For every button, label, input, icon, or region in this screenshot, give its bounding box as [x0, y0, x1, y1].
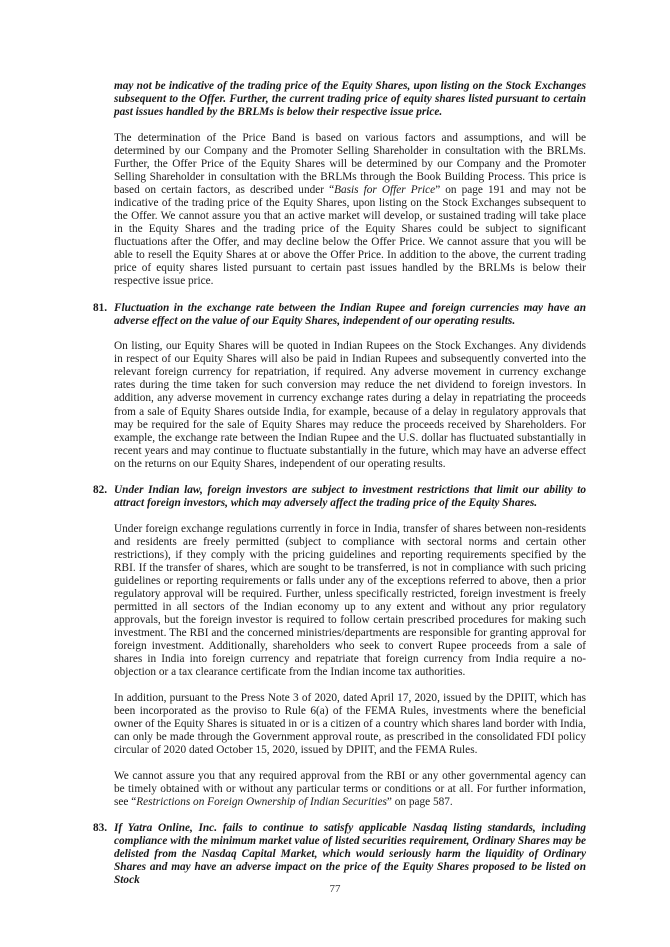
- body-paragraph: The determination of the Price Band is based on various factors and assumptions, and will be determined by our Company and the Promoter Selling Shareholder in consultation with the BRLMs. Further, the Offer Price of the Equity Shares will be determined by our Company and the Promoter Selling Shareholder in consultation with the BRLMs through the Book Building Process. This price is based on certain factors, as described under “Basis for Offer Price” on page 191 and may not be indicative of the trading price of the Equity Shares, upon listing on the Stock Exchanges subsequent to the Offer. We cannot assure you that an active market will develop, or sustained trading will take place in the Equity Shares and the trading price of the Equity Shares could be subject to significant fluctuations after the Offer, and may decline below the Offer Price. We cannot assure that you will be able to resell the Equity Shares at or above the Offer Price. In addition to the above, the current trading price of equity shares listed pursuant to certain past issues handled by the BRLMs is below their respective issue price.: [114, 131, 586, 288]
- risk-heading-continuation: may not be indicative of the trading price of the Equity Shares, upon listing on the Stock Exchanges subsequent to the Offer. Further, the current trading price of equity shares listed pursuant to certain past issues handled by the BRLMs is below their respective issue price.: [114, 80, 586, 119]
- body-paragraph: In addition, pursuant to the Press Note 3 of 2020, dated April 17, 2020, issued by the DPIIT, which has been incorporated as the proviso to Rule 6(a) of the FEMA Rules, investments where the beneficial owner of the Equity Shares is situated in or is a citizen of a country which shares land border with India, can only be made through the Government approval route, as prescribed in the consolidated FDI policy circular of 2020 dated October 15, 2020, issued by DPIIT, and the FEMA Rules.: [114, 691, 586, 757]
- risk-factor-81: [93, 301, 586, 471]
- cross-reference: Basis for Offer Price: [334, 183, 436, 196]
- body-paragraph: On listing, our Equity Shares will be quoted in Indian Rupees on the Stock Exchanges. Any dividends in respect of our Equity Shares will also be paid in Indian Rupees and subsequently converted into the relevant foreign currency for repatriation, if required. Any adverse movement in currency exchange rates during the time taken for such conversion may reduce the net dividend to foreign investors. In addition, any adverse movement in currency exchange rates during a delay in repatriating the proceeds from a sale of Equity Shares outside India, for example, because of a delay in regulatory approvals that may be required for the sale of Equity Shares may reduce the proceeds received by Shareholders. For example, the exchange rate between the Indian Rupee and the U.S. dollar has fluctuated substantially in recent years and may continue to fluctuate substantially in the future, which may have an adverse effect on the returns on our Equity Shares, independent of our operating results.: [114, 340, 586, 470]
- risk-factor-82: [93, 484, 586, 809]
- page-number: 77: [329, 883, 341, 895]
- body-paragraph: We cannot assure you that any required approval from the RBI or any other governmental agency can be timely obtained with or without any particular terms or conditions or at all. For further information, see “Restrictions on Foreign Ownership of Indian Securities” on page 587.: [114, 769, 586, 808]
- risk-factor-83: [93, 822, 586, 887]
- risk-number: 83.: [93, 822, 108, 835]
- risk-number: 81.: [93, 301, 108, 314]
- body-paragraph: Under foreign exchange regulations currently in force in India, transfer of shares between non-residents and residents are freely permitted (subject to compliance with sectoral norms and certain other restrictions), if they comply with the pricing guidelines and reporting requirements specified by the RBI. If the transfer of shares, which are sought to be transferred, is not in compliance with such pricing guidelines or reporting requirements or falls under any of the exceptions referred to above, then a prior regulatory approval will be required. Further, unless specifically restricted, foreign investment is freely permitted in all sectors of the Indian economy up to any extent and without any prior regulatory approvals, but the foreign investor is required to follow certain prescribed procedures for making such investment. The RBI and the concerned ministries/departments are responsible for granting approval for foreign investment. Additionally, shareholders who seek to convert Rupee proceeds from a sale of shares in India into foreign currency and repatriate that foreign currency from India require a no-objection or a tax clearance certificate from the Indian income tax authorities.: [114, 522, 586, 679]
- risk-heading: Fluctuation in the exchange rate between the Indian Rupee and foreign currencies may have an adverse effect on the value of our Equity Shares, independent of our operating results.: [114, 301, 586, 327]
- cross-reference: Restrictions on Foreign Ownership of Indian Securities: [136, 795, 387, 808]
- risk-number: 82.: [93, 484, 108, 497]
- page-content: [93, 80, 586, 888]
- risk-heading: If Yatra Online, Inc. fails to continue to satisfy applicable Nasdaq listing standards, including compliance with the minimum market value of listed securities requirement, Ordinary Shares may be delisted from the Nasdaq Capital Market, which would seriously harm the liquidity of Ordinary Shares and may have an adverse impact on the price of the Equity Shares proposed to be listed on Stock: [114, 822, 586, 887]
- risk-heading: Under Indian law, foreign investors are subject to investment restrictions that limit our ability to attract foreign investors, which may adversely affect the trading price of the Equity Shares.: [114, 484, 586, 510]
